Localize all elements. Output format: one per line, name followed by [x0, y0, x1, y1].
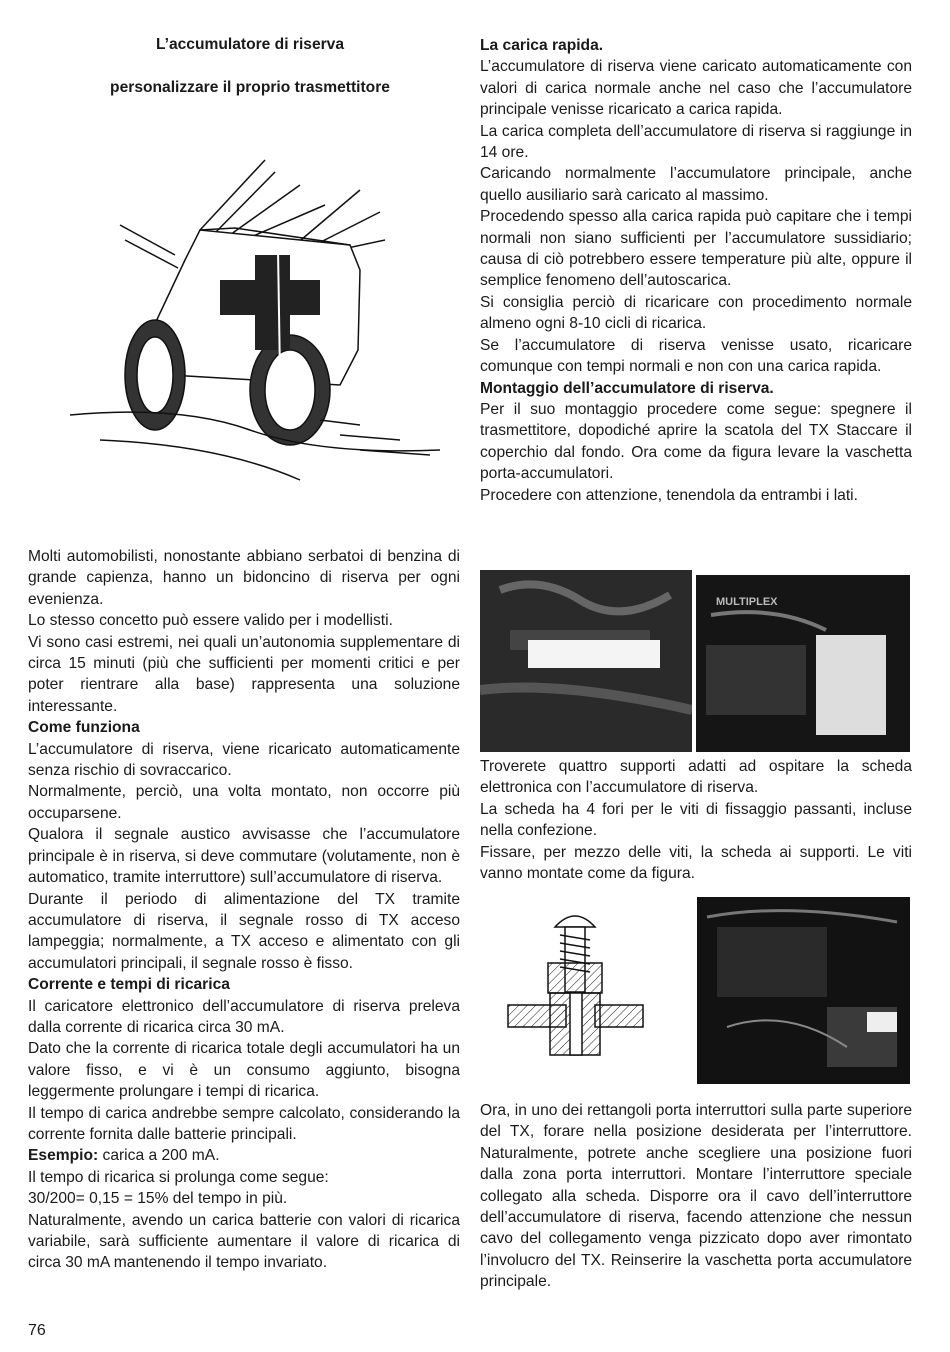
paragraph: L’accumulatore di riserva, viene ricaricato automaticamente senza rischio di sovraccarico. [28, 740, 460, 780]
page-subtitle: personalizzare il proprio trasmettitore [110, 79, 390, 96]
right-column-mid [480, 756, 912, 884]
paragraph: Vi sono casi estremi, nei quali un’autonomia supplementare di circa 15 minuti (più che sufficienti per momenti critici e per poter rientrare alla base) rappresenta una soluzione interessante. [28, 633, 460, 715]
paragraph: La scheda ha 4 fori per le viti di fissaggio passanti, incluse nella confezione. [480, 800, 912, 840]
example-line [28, 1145, 460, 1166]
paragraph: Il caricatore elettronico dell’accumulatore di riserva preleva dalla corrente di ricarica circa 30 mA. [28, 997, 460, 1036]
example-text: carica a 200 mA. [98, 1147, 220, 1165]
paragraph: Normalmente, perciò, una volta montato, non occorre più occuparsene. [28, 783, 460, 822]
paragraph: Il tempo di carica andrebbe sempre calcolato, considerando la corrente fornita dalle batterie principali. [28, 1104, 460, 1143]
right-column-top [480, 35, 912, 506]
paragraph: Troverete quattro supporti adatti ad ospitare la scheda elettronica con l’accumulatore di riserva. [480, 758, 912, 797]
paragraph: Ora, in uno dei rettangoli porta interruttori sulla parte superiore del TX, forare nella posizione desiderata per l’interruttore. Naturalmente, potrete anche scegliere una posizione fuori dalla zona porta interruttori. Montare l’interruttore speciale collegato alla scheda. Disporre ora il cavo dell’interruttore dell’accumulatore di riserva, facendo attenzione che nessun cavo del collegamento venga pizzicato dopo aver rimontato l’involucro del TX. Reinserire la vaschetta porta accumulatore principale. [480, 1102, 912, 1291]
paragraph: Procedendo spesso alla carica rapida può capitare che i tempi normali non siano sufficienti per l’accumulatore sussidiario; causa di ciò potrebbero essere temperature più alte, oppure il semplice fenomeno dell’autoscarica. [480, 208, 912, 290]
paragraph: Caricando normalmente l’accumulatore principale, anche quello ausiliario sarà caricato al massimo. [480, 165, 912, 204]
right-column-bottom [480, 1100, 912, 1293]
left-column [28, 546, 460, 1274]
screw-mounting-diagram [500, 905, 650, 1065]
ambulance-illustration [60, 150, 450, 500]
section-heading: La carica rapida. [480, 37, 604, 54]
paragraph: Il tempo di ricarica si prolunga come segue: [28, 1168, 329, 1186]
paragraph: Se l’accumulatore di riserva venisse usato, ricaricare comunque con tempi normali e non con una carica rapida. [480, 336, 912, 376]
example-label: Esempio: [28, 1147, 99, 1165]
photo-battery-tray-removal [480, 570, 692, 752]
paragraph: Molti automobilisti, nonostante abbiano serbatoi di benzina di grande capienza, hanno un bidoncino di riserva per ogni evenienza. [28, 548, 460, 608]
photo-board-mounted [697, 897, 910, 1084]
photo-transmitter-open [696, 575, 910, 752]
paragraph: Naturalmente, avendo un carica batterie con valori di ricarica variabile, sarà sufficiente aumentare il valore di ricarica di circa 30 mA mantenendo il tempo invariato. [28, 1211, 460, 1272]
page-title: L’accumulatore di riserva [155, 36, 345, 53]
paragraph: L’accumulatore di riserva viene caricato automaticamente con valori di carica normale anche nel caso che l’accumulatore principale venisse ricaricato a carica rapida. [480, 58, 912, 119]
section-heading: Come funziona [28, 719, 140, 737]
paragraph: Qualora il segnale austico avvisasse che l’accumulatore principale è in riserva, si deve commutare (volutamente, non è automatico, tramite interruttore) sull’accumulatore di riserva. [28, 826, 460, 887]
paragraph: Dato che la corrente di ricarica totale degli accumulatori ha un valore fisso, e vi è un consumo aggiunto, bisogna leggermente prolungare i tempi di ricarica. [28, 1040, 460, 1101]
paragraph: Per il suo montaggio procedere come segue: spegnere il trasmettitore, dopodiché aprire la scatola del TX Staccare il coperchio dal fondo. Ora come da figura levare la vaschetta porta-accumulatori. [480, 400, 912, 483]
paragraph: Durante il periodo di alimentazione del TX tramite accumulatore di riserva, il segnale rosso di TX acceso lampeggia; normalmente, a TX acceso e alimentato con gli accumulatori principali, il segnale rosso è fisso. [28, 890, 460, 972]
photo-label: MULTIPLEX [716, 596, 778, 608]
paragraph: Procedere con attenzione, tenendola da entrambi i lati. [480, 486, 858, 504]
paragraph: 30/200= 0,15 = 15% del tempo in più. [28, 1190, 288, 1208]
section-heading: Montaggio dell’accumulatore di riserva. [480, 379, 774, 397]
paragraph: Fissare, per mezzo delle viti, la scheda ai supporti. Le viti vanno montate come da figura. [480, 843, 912, 883]
paragraph: La carica completa dell’accumulatore di riserva si raggiunge in 14 ore. [480, 122, 912, 162]
section-heading: Corrente e tempi di ricarica [28, 976, 230, 994]
paragraph: Si consiglia perciò di ricaricare con procedimento normale almeno ogni 8-10 cicli di ricarica. [480, 293, 912, 333]
page-number: 76 [28, 1322, 46, 1339]
paragraph: Lo stesso concetto può essere valido per i modellisti. [28, 612, 393, 630]
